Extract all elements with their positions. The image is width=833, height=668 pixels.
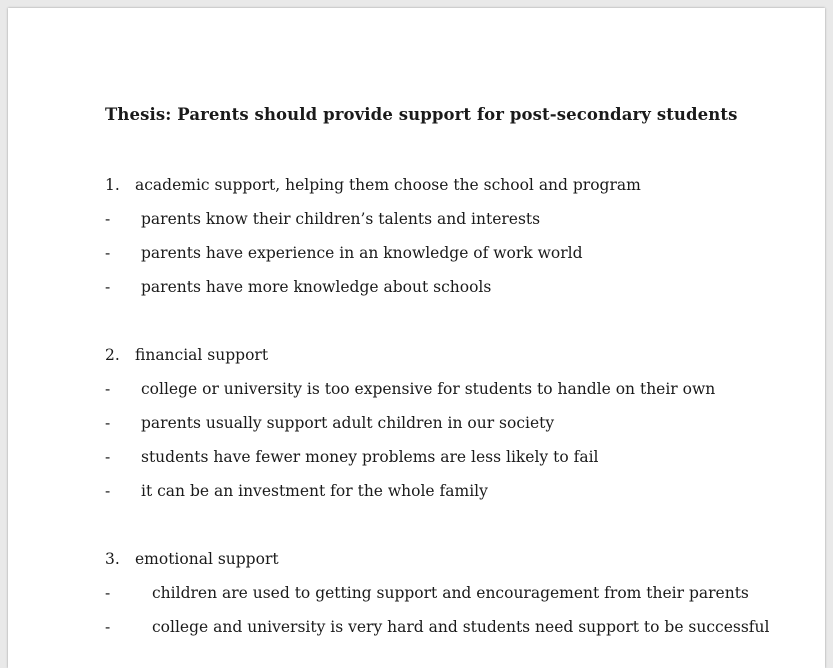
section-heading: academic support, helping them choose the school and program [135,176,641,194]
section-heading: emotional support [135,550,279,568]
bullet-dash: - [105,584,111,602]
list-item-text: it can be an investment for the whole family [141,482,488,500]
section-number: 1. [105,176,120,194]
bullet-dash: - [105,278,111,296]
section-heading: financial support [135,346,269,364]
section-number: 3. [105,550,120,568]
thesis-title: Thesis: Parents should provide support for post-secondary students [105,105,738,124]
bullet-dash: - [105,448,111,466]
list-item-text: children are used to getting support and encouragement from their parents [152,584,749,602]
list-item-text: parents have experience in an knowledge of work world [141,244,583,262]
list-item-text: college and university is very hard and students need support to be successful [152,618,770,636]
bullet-dash: - [105,618,111,636]
list-item-text: college or university is too expensive for students to handle on their own [141,380,716,398]
bullet-dash: - [105,414,111,432]
list-item-text: parents usually support adult children in our society [141,414,555,432]
bullet-dash: - [105,210,111,228]
list-item-text: parents have more knowledge about schools [141,278,492,296]
bullet-dash: - [105,482,111,500]
section-number: 2. [105,346,120,364]
list-item-text: parents know their children’s talents and interests [141,210,541,228]
bullet-dash: - [105,380,111,398]
bullet-dash: - [105,244,111,262]
list-item-text: students have fewer money problems are less likely to fail [141,448,599,466]
document-page [8,8,825,668]
